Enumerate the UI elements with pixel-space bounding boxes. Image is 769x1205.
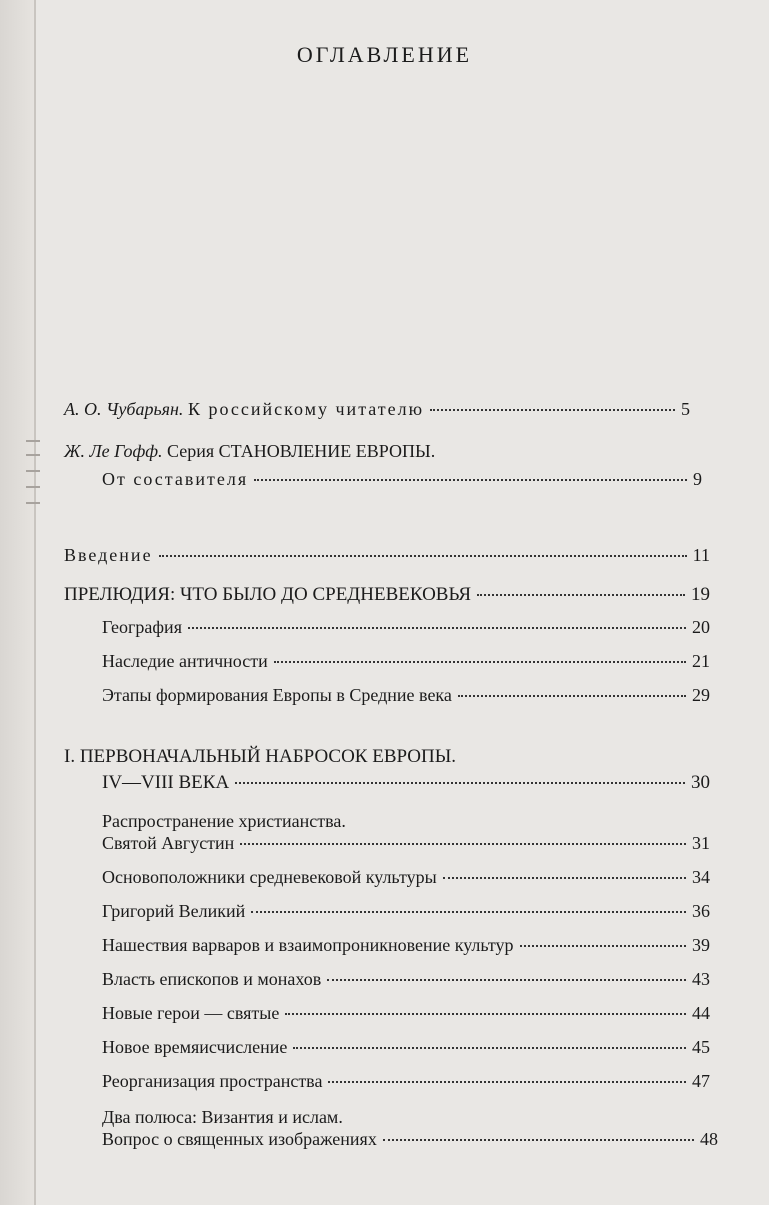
entry-page: 30 (691, 772, 710, 793)
entry-page: 36 (692, 901, 710, 921)
toc-entry-chubaryan[interactable] (64, 398, 690, 420)
toc-entry-bishops[interactable] (102, 968, 710, 990)
dot-leader (235, 781, 685, 784)
dot-leader (443, 876, 686, 879)
dot-leader (293, 1046, 686, 1049)
entry-title: Нашествия варваров и взаимопроникновение культур (102, 935, 514, 955)
entry-title: География (102, 617, 182, 637)
entry-title: Этапы формирования Европы в Средние века (102, 685, 452, 705)
entry-page: 20 (692, 617, 710, 637)
stitch (26, 440, 40, 442)
entry-page: 9 (693, 469, 702, 489)
dot-leader (477, 593, 685, 596)
entry-title: Власть епископов и монахов (102, 969, 322, 989)
entry-page: 11 (692, 545, 710, 565)
entry-page: 48 (700, 1129, 718, 1149)
entry-author: А. О. Чубарьян. (64, 399, 184, 419)
toc-entry-gregory[interactable] (102, 900, 710, 922)
entry-page: 43 (692, 969, 710, 989)
dot-leader (383, 1138, 694, 1141)
entry-title: IV—VIII ВЕКА (102, 772, 230, 793)
entry-page: 5 (681, 399, 690, 419)
entry-title: Святой Августин (102, 833, 235, 853)
toc-entry-prelude[interactable] (64, 584, 710, 606)
dot-leader (285, 1012, 686, 1015)
entry-title: Вопрос о священных изображениях (102, 1129, 377, 1149)
entry-title: К российскому читателю (187, 399, 425, 419)
toc-entry-compiler[interactable] (102, 468, 702, 490)
entry-title: ПРЕЛЮДИЯ: ЧТО БЫЛО ДО СРЕДНЕВЕКОВЬЯ (64, 584, 472, 605)
stitch (26, 486, 40, 488)
entry-title: Основоположники средневековой культуры (102, 867, 437, 887)
toc-entry-chronology[interactable] (102, 1036, 710, 1058)
dot-leader (188, 626, 686, 629)
entry-title: Новые герои — святые (102, 1003, 280, 1023)
entry-page: 34 (692, 867, 710, 887)
entry-page: 19 (691, 584, 710, 605)
toc-entry-founders[interactable] (102, 866, 710, 888)
toc-part1-title: I. ПЕРВОНАЧАЛЬНЫЙ НАБРОСОК ЕВРОПЫ. (64, 746, 457, 767)
toc-entry-geography[interactable] (102, 616, 710, 638)
toc-christianity-line1: Распространение христианства. (102, 811, 346, 831)
toc-entry-poles[interactable] (102, 1128, 718, 1150)
dot-leader (251, 910, 686, 913)
page-title: ОГЛАВЛЕНИЕ (296, 42, 473, 67)
dot-leader (240, 842, 686, 845)
toc-entry-invasions[interactable] (102, 934, 710, 956)
dot-leader (327, 978, 686, 981)
dot-leader (328, 1080, 686, 1083)
toc-entry-heritage[interactable] (102, 650, 710, 672)
toc-entry-space[interactable] (102, 1070, 710, 1092)
entry-page: 29 (692, 685, 710, 705)
dot-leader (159, 554, 687, 557)
entry-title: Новое времяисчисление (102, 1037, 288, 1057)
gutter-line (34, 0, 36, 1205)
entry-page: 31 (692, 833, 710, 853)
entry-title: Реорганизация пространства (102, 1071, 323, 1091)
entry-page: 47 (692, 1071, 710, 1091)
book-binding (0, 0, 34, 1205)
toc-entry-legoff (64, 440, 435, 462)
stitch (26, 454, 40, 456)
entry-title: Введение (64, 545, 153, 565)
entry-title: Серия СТАНОВЛЕНИЕ ЕВРОПЫ. (167, 441, 436, 461)
entry-title: Григорий Великий (102, 901, 246, 921)
toc-entry-saints[interactable] (102, 1002, 710, 1024)
toc-entry-stages[interactable] (102, 684, 710, 706)
toc-entry-part1[interactable] (102, 772, 710, 794)
dot-leader (254, 478, 687, 481)
entry-author: Ж. Ле Гофф. (64, 441, 163, 461)
toc-entry-intro[interactable] (64, 544, 710, 566)
entry-title: Наследие античности (102, 651, 268, 671)
toc-entry-christianity[interactable] (102, 832, 710, 854)
stitch (26, 502, 40, 504)
entry-page: 44 (692, 1003, 710, 1023)
dot-leader (520, 944, 686, 947)
entry-page: 45 (692, 1037, 710, 1057)
dot-leader (458, 694, 686, 697)
dot-leader (274, 660, 686, 663)
entry-title: От составителя (102, 469, 249, 489)
toc-poles-line1: Два полюса: Византия и ислам. (102, 1107, 343, 1127)
entry-page: 39 (692, 935, 710, 955)
stitch (26, 470, 40, 472)
dot-leader (430, 408, 675, 411)
entry-page: 21 (692, 651, 710, 671)
